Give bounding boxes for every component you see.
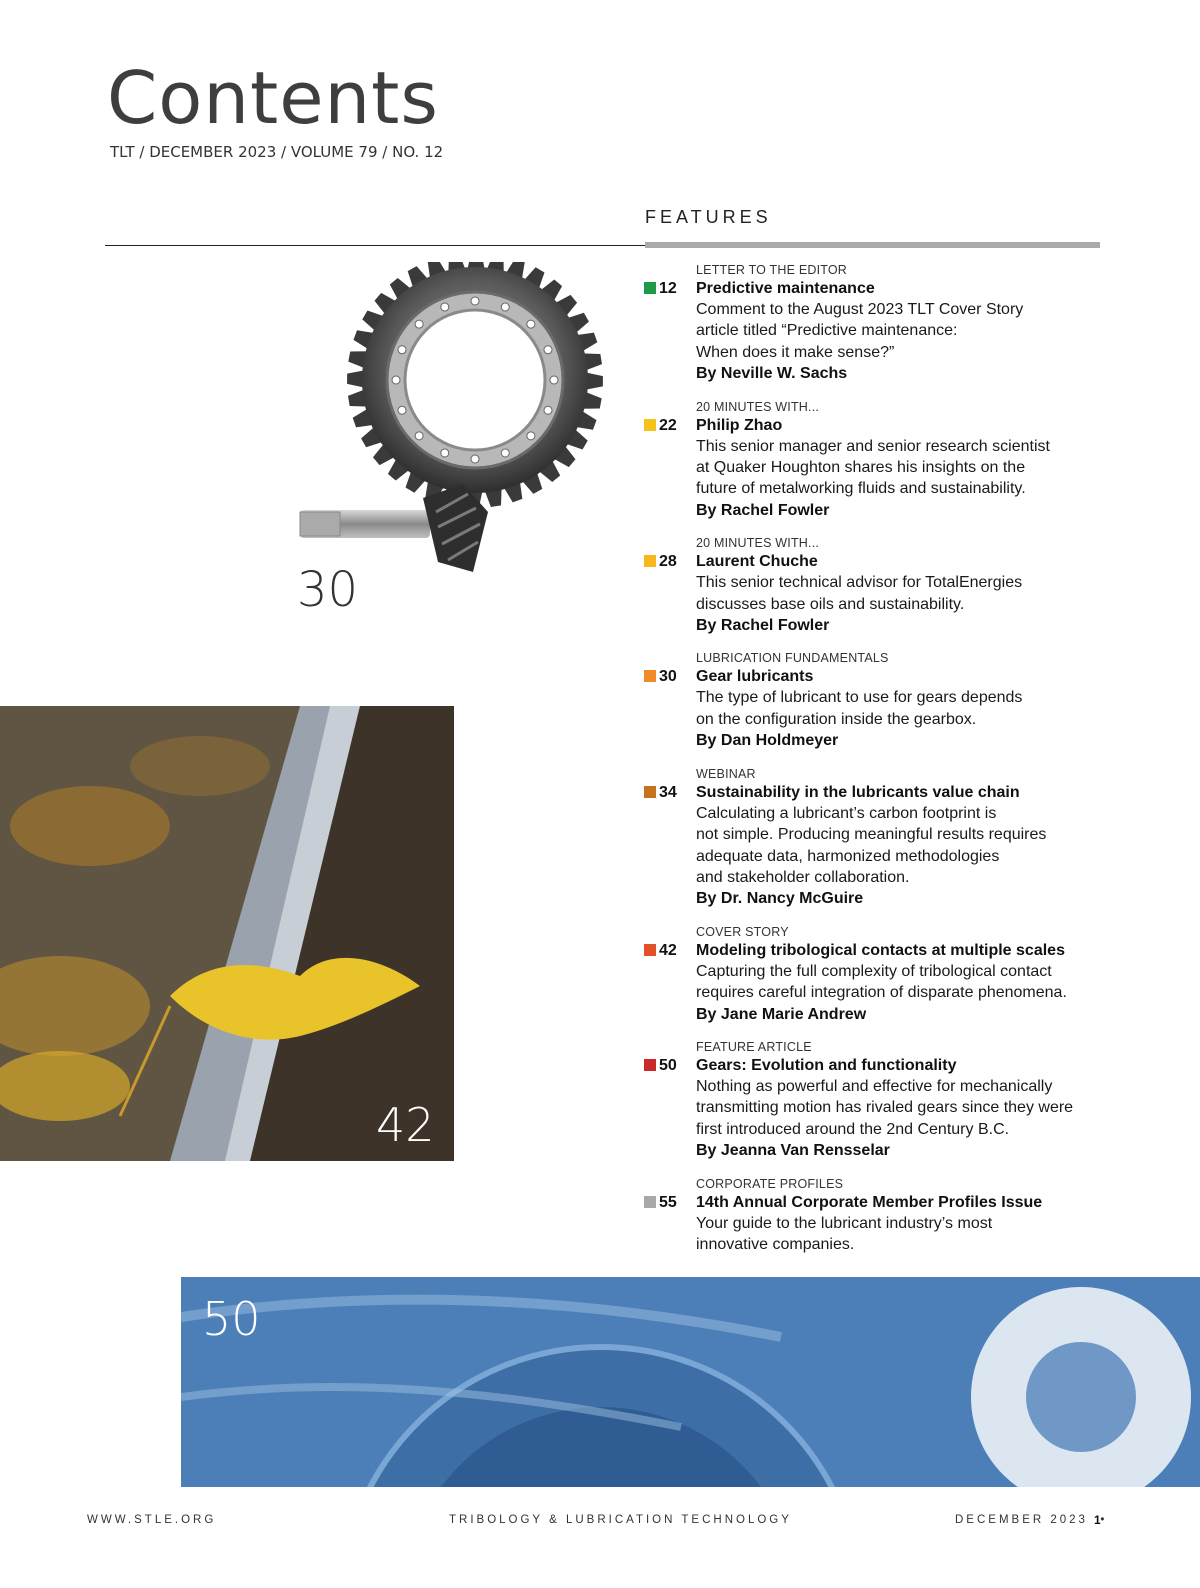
toc-entry[interactable] <box>643 535 1103 636</box>
toc-entry-kicker: WEBINAR <box>696 766 756 781</box>
toc-entry-byline: By Dan Holdmeyer <box>696 732 839 750</box>
toc-entry[interactable] <box>643 650 1103 751</box>
toc-entry[interactable] <box>643 1039 1103 1162</box>
toc-entry-description-line: Nothing as powerful and effective for mechanically <box>696 1077 1053 1095</box>
toc-entry-description-line: first introduced around the 2nd Century B.C. <box>696 1120 1010 1138</box>
toc-entry-title[interactable]: 14th Annual Corporate Member Profiles Issue <box>696 1193 1043 1211</box>
color-square-icon <box>644 670 656 682</box>
autumn-leaf-rail-photo <box>0 706 454 1161</box>
toc-entry-kicker: LUBRICATION FUNDAMENTALS <box>696 651 889 666</box>
color-square-icon <box>644 1059 656 1071</box>
color-square-icon <box>644 1196 656 1208</box>
footer-date-text: DECEMBER 2023 <box>955 1514 1088 1526</box>
color-square-icon <box>644 555 656 567</box>
toc-entry-byline: By Dr. Nancy McGuire <box>696 890 864 908</box>
toc-entry-byline: By Neville W. Sachs <box>696 365 848 383</box>
toc-entry-description-line: When does it make sense?” <box>696 343 895 361</box>
toc-entry[interactable] <box>643 399 1103 522</box>
toc-entry-page: 42 <box>659 941 677 959</box>
toc-entry-description-line: adequate data, harmonized methodologies <box>696 847 1000 865</box>
toc-entry-title[interactable]: Gears: Evolution and functionality <box>696 1056 957 1074</box>
page-marker-50: 50 <box>202 1292 261 1346</box>
page-marker-30: 30 <box>297 562 359 618</box>
color-square-icon <box>644 786 656 798</box>
toc-entry-title[interactable]: Sustainability in the lubricants value chain <box>696 783 1020 801</box>
toc-entry[interactable] <box>643 766 1103 910</box>
features-heading: FEATURES <box>645 207 772 227</box>
toc-entry-description-line: This senior technical advisor for TotalEnergies <box>696 574 1023 592</box>
toc-entry-page: 30 <box>659 668 677 686</box>
toc-entry-description-line: innovative companies. <box>696 1235 855 1253</box>
toc-entry-kicker: FEATURE ARTICLE <box>696 1039 812 1054</box>
toc-entry-byline: By Rachel Fowler <box>696 501 830 519</box>
toc-entry-page: 22 <box>659 416 677 434</box>
toc-entry-byline: By Rachel Fowler <box>696 617 830 635</box>
toc-entry-description-line: not simple. Producing meaningful results requires <box>696 826 1047 844</box>
toc-entry-description-line: transmitting motion has rivaled gears since they were <box>696 1099 1074 1117</box>
issue-line: TLT / DECEMBER 2023 / VOLUME 79 / NO. 12 <box>110 143 444 161</box>
toc-entry-page: 55 <box>659 1193 677 1211</box>
toc-entry-kicker: 20 MINUTES WITH... <box>696 536 820 551</box>
toc-entry-title[interactable]: Modeling tribological contacts at multiple scales <box>696 941 1065 959</box>
footer-page-number: 1 <box>1094 1513 1101 1527</box>
color-square-icon <box>644 282 656 294</box>
toc-entry[interactable] <box>643 262 1103 385</box>
footer-website[interactable]: WWW.STLE.ORG <box>87 1514 217 1526</box>
page-title: Contents <box>107 56 439 140</box>
toc-entry-description-line: Calculating a lubricant’s carbon footprint is <box>696 804 997 822</box>
toc-entry-description-line: discusses base oils and sustainability. <box>696 595 965 613</box>
toc-entry-page: 28 <box>659 553 677 571</box>
divider-right <box>645 242 1100 248</box>
toc-entry[interactable] <box>643 1176 1103 1256</box>
color-square-icon <box>644 944 656 956</box>
toc-entry-page: 50 <box>659 1056 677 1074</box>
footer-separator: • <box>1100 1514 1108 1526</box>
toc-entry-title[interactable]: Gear lubricants <box>696 668 814 686</box>
toc-entry-description-line: requires careful integration of disparate phenomena. <box>696 984 1067 1002</box>
toc-entry-description-line: future of metalworking fluids and sustainability. <box>696 480 1026 498</box>
toc-entry[interactable] <box>643 924 1103 1025</box>
footer-date <box>955 1514 1107 1526</box>
toc-entry-title[interactable]: Predictive maintenance <box>696 280 875 297</box>
page-marker-42: 42 <box>376 1098 435 1152</box>
blue-gears-photo <box>181 1277 1200 1487</box>
toc-entry-description-line: at Quaker Houghton shares his insights on the <box>696 459 1026 477</box>
ring-gear-illustration <box>298 262 608 582</box>
toc-entry-description-line: The type of lubricant to use for gears depends <box>696 689 1023 707</box>
toc-entry-byline: By Jane Marie Andrew <box>696 1005 867 1023</box>
divider-left <box>105 245 645 246</box>
toc-entry-kicker: COVER STORY <box>696 924 789 939</box>
toc-entry-description-line: on the configuration inside the gearbox. <box>696 710 977 728</box>
toc-entry-description-line: and stakeholder collaboration. <box>696 868 910 886</box>
toc-entry-kicker: LETTER TO THE EDITOR <box>696 263 848 277</box>
toc-entry-description-line: Your guide to the lubricant industry’s most <box>696 1214 993 1232</box>
toc-entry-title[interactable]: Philip Zhao <box>696 416 783 434</box>
toc-entry-byline: By Jeanna Van Rensselar <box>696 1142 890 1160</box>
features-list <box>643 262 1103 1269</box>
footer-publication: TRIBOLOGY & LUBRICATION TECHNOLOGY <box>449 1514 792 1526</box>
toc-entry-kicker: 20 MINUTES WITH... <box>696 399 820 414</box>
toc-entry-title[interactable]: Laurent Chuche <box>696 553 818 571</box>
color-square-icon <box>644 419 656 431</box>
toc-entry-description-line: article titled “Predictive maintenance: <box>696 322 958 340</box>
toc-entry-kicker: CORPORATE PROFILES <box>696 1176 844 1191</box>
toc-entry-description-line: Capturing the full complexity of tribological contact <box>696 962 1052 980</box>
toc-entry-page: 12 <box>659 280 677 297</box>
toc-entry-page: 34 <box>659 783 677 801</box>
toc-entry-description-line: Comment to the August 2023 TLT Cover Story <box>696 301 1024 318</box>
toc-entry-description-line: This senior manager and senior research scientist <box>696 437 1050 455</box>
